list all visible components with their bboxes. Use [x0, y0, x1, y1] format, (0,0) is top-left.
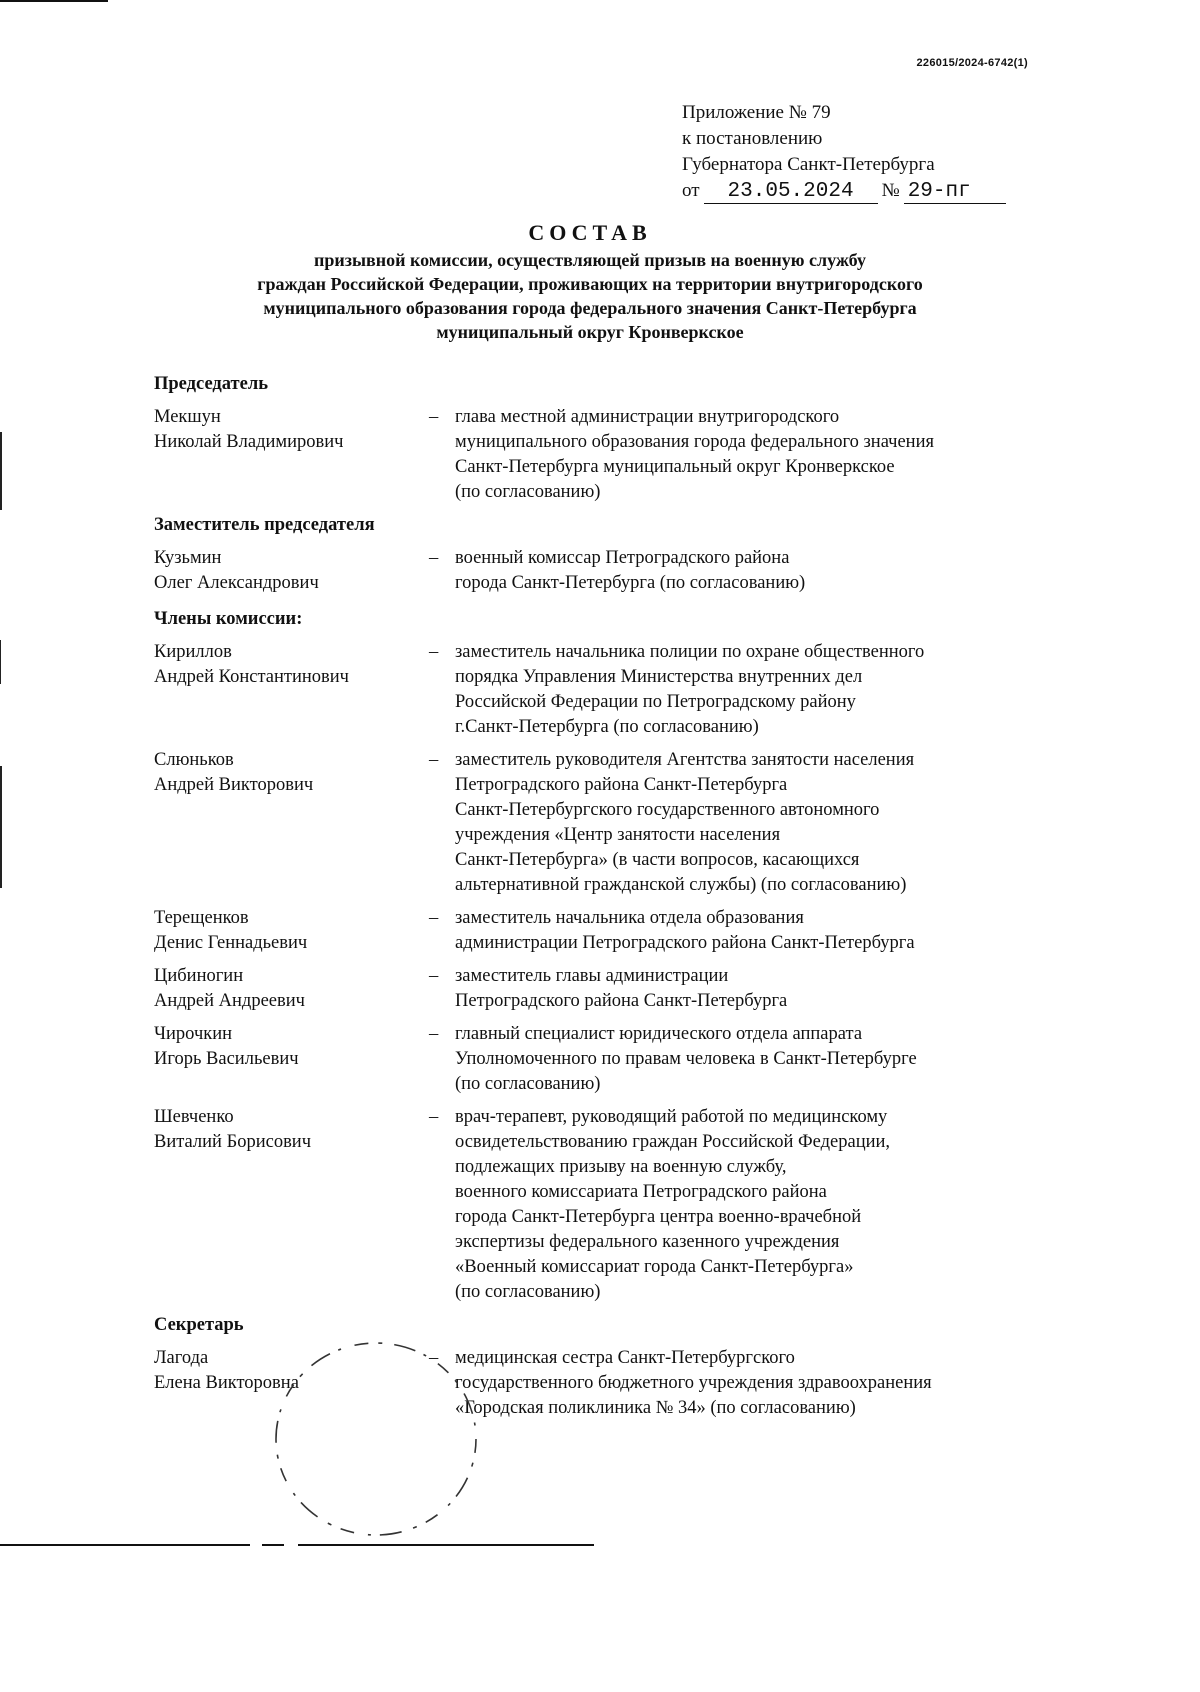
scan-margin-mark — [0, 766, 2, 888]
role-heading-chairman: Председатель — [154, 374, 268, 394]
position-line: заместитель начальника полиции по охране общественного — [455, 642, 925, 662]
subtitle-line: граждан Российской Федерации, проживающих на территории внутригородского — [257, 274, 923, 294]
position-line: Петроградского района Санкт-Петербурга — [455, 775, 788, 795]
position-line: администрации Петроградского района Санкт-Петербурга — [455, 933, 915, 953]
member-given-name: Андрей Викторович — [154, 775, 314, 795]
position-line: заместитель начальника отдела образования — [455, 908, 804, 928]
scan-edge-rule-bottom — [262, 1544, 284, 1546]
position-line: военный комиссар Петроградского района — [455, 548, 790, 568]
member-row — [154, 640, 1044, 740]
scan-edge-rule-top — [0, 0, 108, 2]
subtitle-line: муниципального образования города федерального значения Санкт-Петербурга — [263, 298, 917, 318]
date-prefix: от — [682, 180, 700, 201]
number-prefix: № — [881, 180, 900, 201]
member-name — [154, 546, 429, 596]
member-row — [154, 906, 1044, 956]
scan-edge-rule-bottom — [298, 1544, 594, 1546]
member-name — [154, 748, 429, 898]
member-row — [154, 964, 1044, 1014]
position-line: главный специалист юридического отдела аппарата — [455, 1024, 863, 1044]
member-surname: Мекшун — [154, 407, 221, 427]
position-line: военного комиссариата Петроградского района — [455, 1182, 827, 1202]
position-line: Санкт-Петербурга муниципальный округ Кронверкское — [455, 457, 895, 477]
position-line: «Военный комиссариат города Санкт-Петербурга» — [455, 1257, 854, 1277]
dash: – — [429, 750, 439, 770]
appendix-date-line — [682, 178, 1022, 204]
dash: – — [429, 1348, 439, 1368]
position-line: врач-терапевт, руководящий работой по медицинскому — [455, 1107, 888, 1127]
position-line: города Санкт-Петербурга центра военно-врачебной — [455, 1207, 862, 1227]
role-heading-secretary: Секретарь — [154, 1315, 244, 1335]
position-line: медицинская сестра Санкт-Петербургского — [455, 1348, 795, 1368]
scan-edge-rule-bottom — [0, 1544, 250, 1546]
position-line: (по согласованию) — [455, 482, 601, 502]
position-line: учреждения «Центр занятости населения — [455, 825, 781, 845]
dash: – — [429, 642, 439, 662]
member-name — [154, 1022, 429, 1097]
member-surname: Цибиногин — [154, 966, 244, 986]
member-given-name: Андрей Константинович — [154, 667, 349, 687]
position-line: порядка Управления Министерства внутренних дел — [455, 667, 863, 687]
position-line: альтернативной гражданской службы) (по согласованию) — [455, 875, 907, 895]
commission-members — [154, 372, 1044, 1429]
handwritten-number: 29-пг — [904, 181, 1006, 204]
dash: – — [429, 407, 439, 427]
appendix-line: к постановлению — [682, 128, 823, 149]
position-line: заместитель руководителя Агентства занятости населения — [455, 750, 915, 770]
dash: – — [429, 966, 439, 986]
member-position — [455, 1022, 1044, 1097]
scan-margin-mark — [0, 432, 2, 510]
member-given-name: Игорь Васильевич — [154, 1049, 299, 1069]
position-line: государственного бюджетного учреждения здравоохранения — [455, 1373, 932, 1393]
position-line: «Городская поликлиника № 34» (по согласованию) — [455, 1398, 856, 1418]
member-surname: Терещенков — [154, 908, 249, 928]
position-line: освидетельствованию граждан Российской Федерации, — [455, 1132, 891, 1152]
member-position — [455, 405, 1044, 505]
position-line: заместитель главы администрации — [455, 966, 729, 986]
handwritten-date: 23.05.2024 — [704, 181, 878, 204]
position-line: Санкт-Петербурга» (в части вопросов, касающихся — [455, 850, 860, 870]
subtitle-line: муниципальный округ Кронверкское — [436, 322, 744, 342]
member-given-name: Николай Владимирович — [154, 432, 344, 452]
member-given-name: Андрей Андреевич — [154, 991, 305, 1011]
dash: – — [429, 548, 439, 568]
member-name — [154, 405, 429, 505]
position-line: глава местной администрации внутригородского — [455, 407, 840, 427]
member-row — [154, 405, 1044, 505]
member-position — [455, 906, 1044, 956]
position-line: подлежащих призыву на военную службу, — [455, 1157, 787, 1177]
position-line: (по согласованию) — [455, 1282, 601, 1302]
member-position — [455, 640, 1044, 740]
appendix-block — [682, 100, 1022, 204]
position-line: (по согласованию) — [455, 1074, 601, 1094]
role-heading-deputy: Заместитель председателя — [154, 515, 375, 535]
member-given-name: Олег Александрович — [154, 573, 319, 593]
member-position — [455, 748, 1044, 898]
appendix-line: Приложение № 79 — [682, 102, 831, 123]
member-surname: Кириллов — [154, 642, 232, 662]
member-position — [455, 1105, 1044, 1305]
position-line: Петроградского района Санкт-Петербурга — [455, 991, 788, 1011]
member-row — [154, 1346, 1044, 1421]
document-title: СОСТАВ — [528, 220, 652, 245]
member-row — [154, 1022, 1044, 1097]
member-surname: Чирочкин — [154, 1024, 233, 1044]
appendix-line: Губернатора Санкт-Петербурга — [682, 154, 935, 175]
scan-margin-mark — [0, 640, 1, 684]
dash: – — [429, 1024, 439, 1044]
member-name — [154, 1346, 429, 1421]
position-line: г.Санкт-Петербурга (по согласованию) — [455, 717, 759, 737]
position-line: экспертизы федерального казенного учреждения — [455, 1232, 840, 1252]
member-name — [154, 640, 429, 740]
position-line: города Санкт-Петербурга (по согласованию) — [455, 573, 806, 593]
member-row — [154, 1105, 1044, 1305]
member-row — [154, 546, 1044, 596]
position-line: Уполномоченного по правам человека в Санкт-Петербурге — [455, 1049, 917, 1069]
member-surname: Кузьмин — [154, 548, 222, 568]
subtitle-line: призывной комиссии, осуществляющей призыв на военную службу — [314, 250, 866, 270]
member-surname: Шевченко — [154, 1107, 234, 1127]
registration-number: 226015/2024-6742(1) — [916, 57, 1028, 69]
heading-block — [150, 218, 1030, 344]
member-position — [455, 964, 1044, 1014]
member-name — [154, 906, 429, 956]
dash: – — [429, 1107, 439, 1127]
document-subtitle — [150, 248, 1030, 344]
dash: – — [429, 908, 439, 928]
member-name — [154, 1105, 429, 1305]
member-name — [154, 964, 429, 1014]
role-heading-members: Члены комиссии: — [154, 609, 303, 629]
member-position — [455, 546, 1044, 596]
position-line: Российской Федерации по Петроградскому району — [455, 692, 856, 712]
member-row — [154, 748, 1044, 898]
position-line: муниципального образования города федерального значения — [455, 432, 934, 452]
member-position — [455, 1346, 1044, 1421]
member-given-name: Виталий Борисович — [154, 1132, 312, 1152]
member-surname: Лагода — [154, 1348, 209, 1368]
position-line: Санкт-Петербургского государственного автономного — [455, 800, 880, 820]
member-surname: Слюньков — [154, 750, 234, 770]
member-given-name: Денис Геннадьевич — [154, 933, 308, 953]
member-given-name: Елена Викторовна — [154, 1373, 299, 1393]
